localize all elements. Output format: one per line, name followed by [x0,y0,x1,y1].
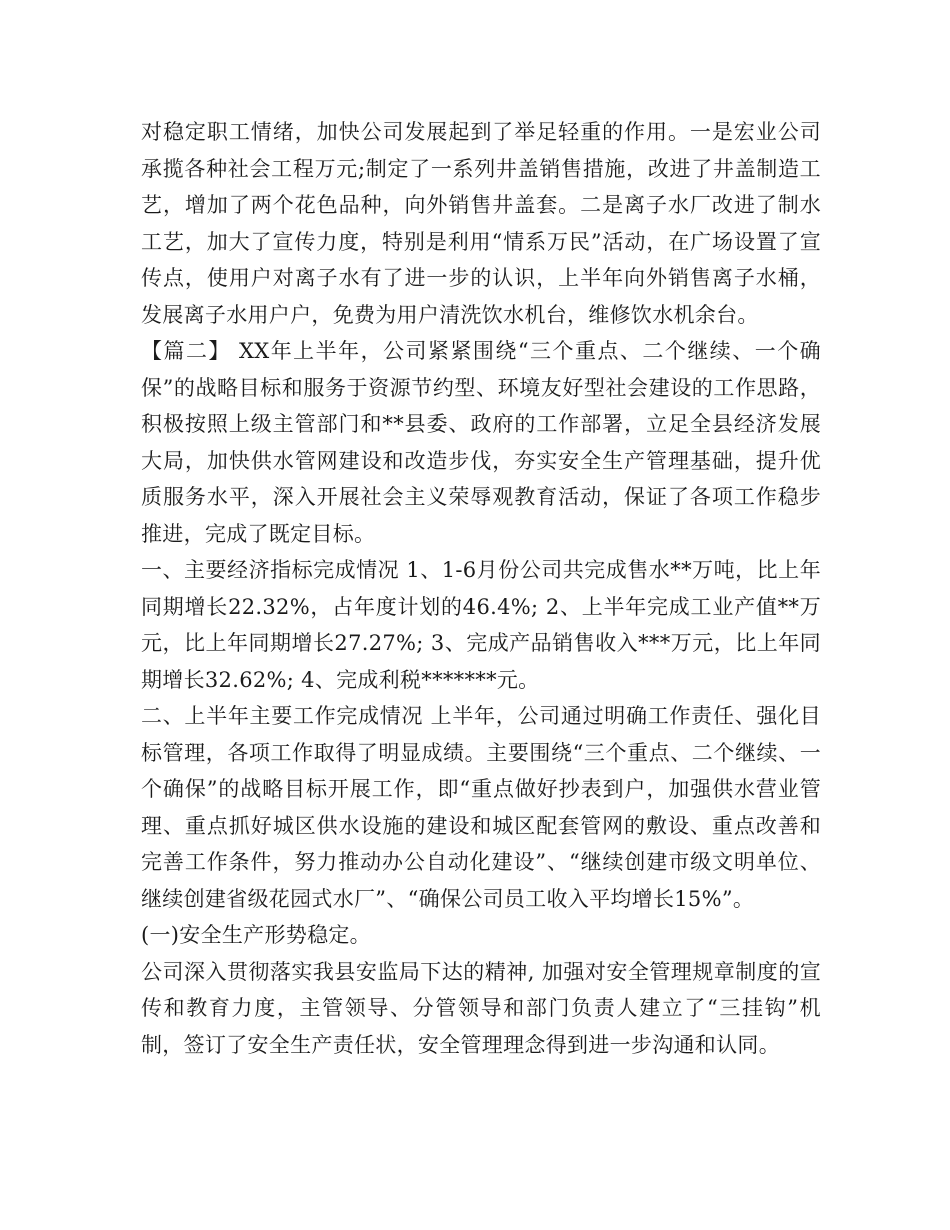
document-body [141,114,821,1063]
paragraph-section-two-intro: 【篇二】 XX年上半年，公司紧紧围绕“三个重点、二个继续、一个确保”的战略目标和服务于资源节约型、环境友好型社会建设的工作思路，积极按照上级主管部门和**县委、政府的工作部署，立足全县经济发展大局，加快供水管网建设和改造步伐，夯实安全生产管理基础，提升优质服务水平，深入开展社会主义荣辱观教育活动，保证了各项工作稳步推进，完成了既定目标。 [141,339,821,546]
subheading-safety: (一)安全生产形势稳定。 [141,923,371,947]
paragraph-continuation: 对稳定职工情绪，加快公司发展起到了举足轻重的作用。一是宏业公司承揽各种社会工程万元;制定了一系列井盖销售措施，改进了井盖制造工艺，增加了两个花色品种，向外销售井盖套。二是离子水厂改进了制水工艺，加大了宣传力度，特别是利用“情系万民”活动，在广场设置了宣传点，使用户对离子水有了进一步的认识，上半年向外销售离子水桶，发展离子水用户户，免费为用户清洗饮水机台，维修饮水机余台。 [141,120,821,327]
paragraph-economic-indicators: 一、主要经济指标完成情况 1、1-6月份公司共完成售水**万吨，比上年同期增长22.32%，占年度计划的46.4%; 2、上半年完成工业产值**万元，比上年同期增长27.27%; 3、完成产品销售收入***万元，比上年同期增长32.62%; 4、完成利税*******元。 [141,558,821,692]
paragraph-safety: 公司深入贯彻落实我县安监局下达的精神, 加强对安全管理规章制度的宣传和教育力度，主管领导、分管领导和部门负责人建立了“三挂钩”机制，签订了安全生产责任状，安全管理理念得到进一步沟通和认同。 [141,959,821,1057]
paragraph-main-work: 二、上半年主要工作完成情况 上半年，公司通过明确工作责任、强化目标管理，各项工作取得了明显成绩。主要围绕“三个重点、二个继续、一个确保”的战略目标开展工作，即“重点做好抄表到户，加强供水营业管理、重点抓好城区供水设施的建设和城区配套管网的敷设、重点改善和完善工作条件，努力推动办公自动化建设”、“继续创建市级文明单位、继续创建省级花园式水厂”、“确保公司员工收入平均增长15%”。 [141,704,821,911]
